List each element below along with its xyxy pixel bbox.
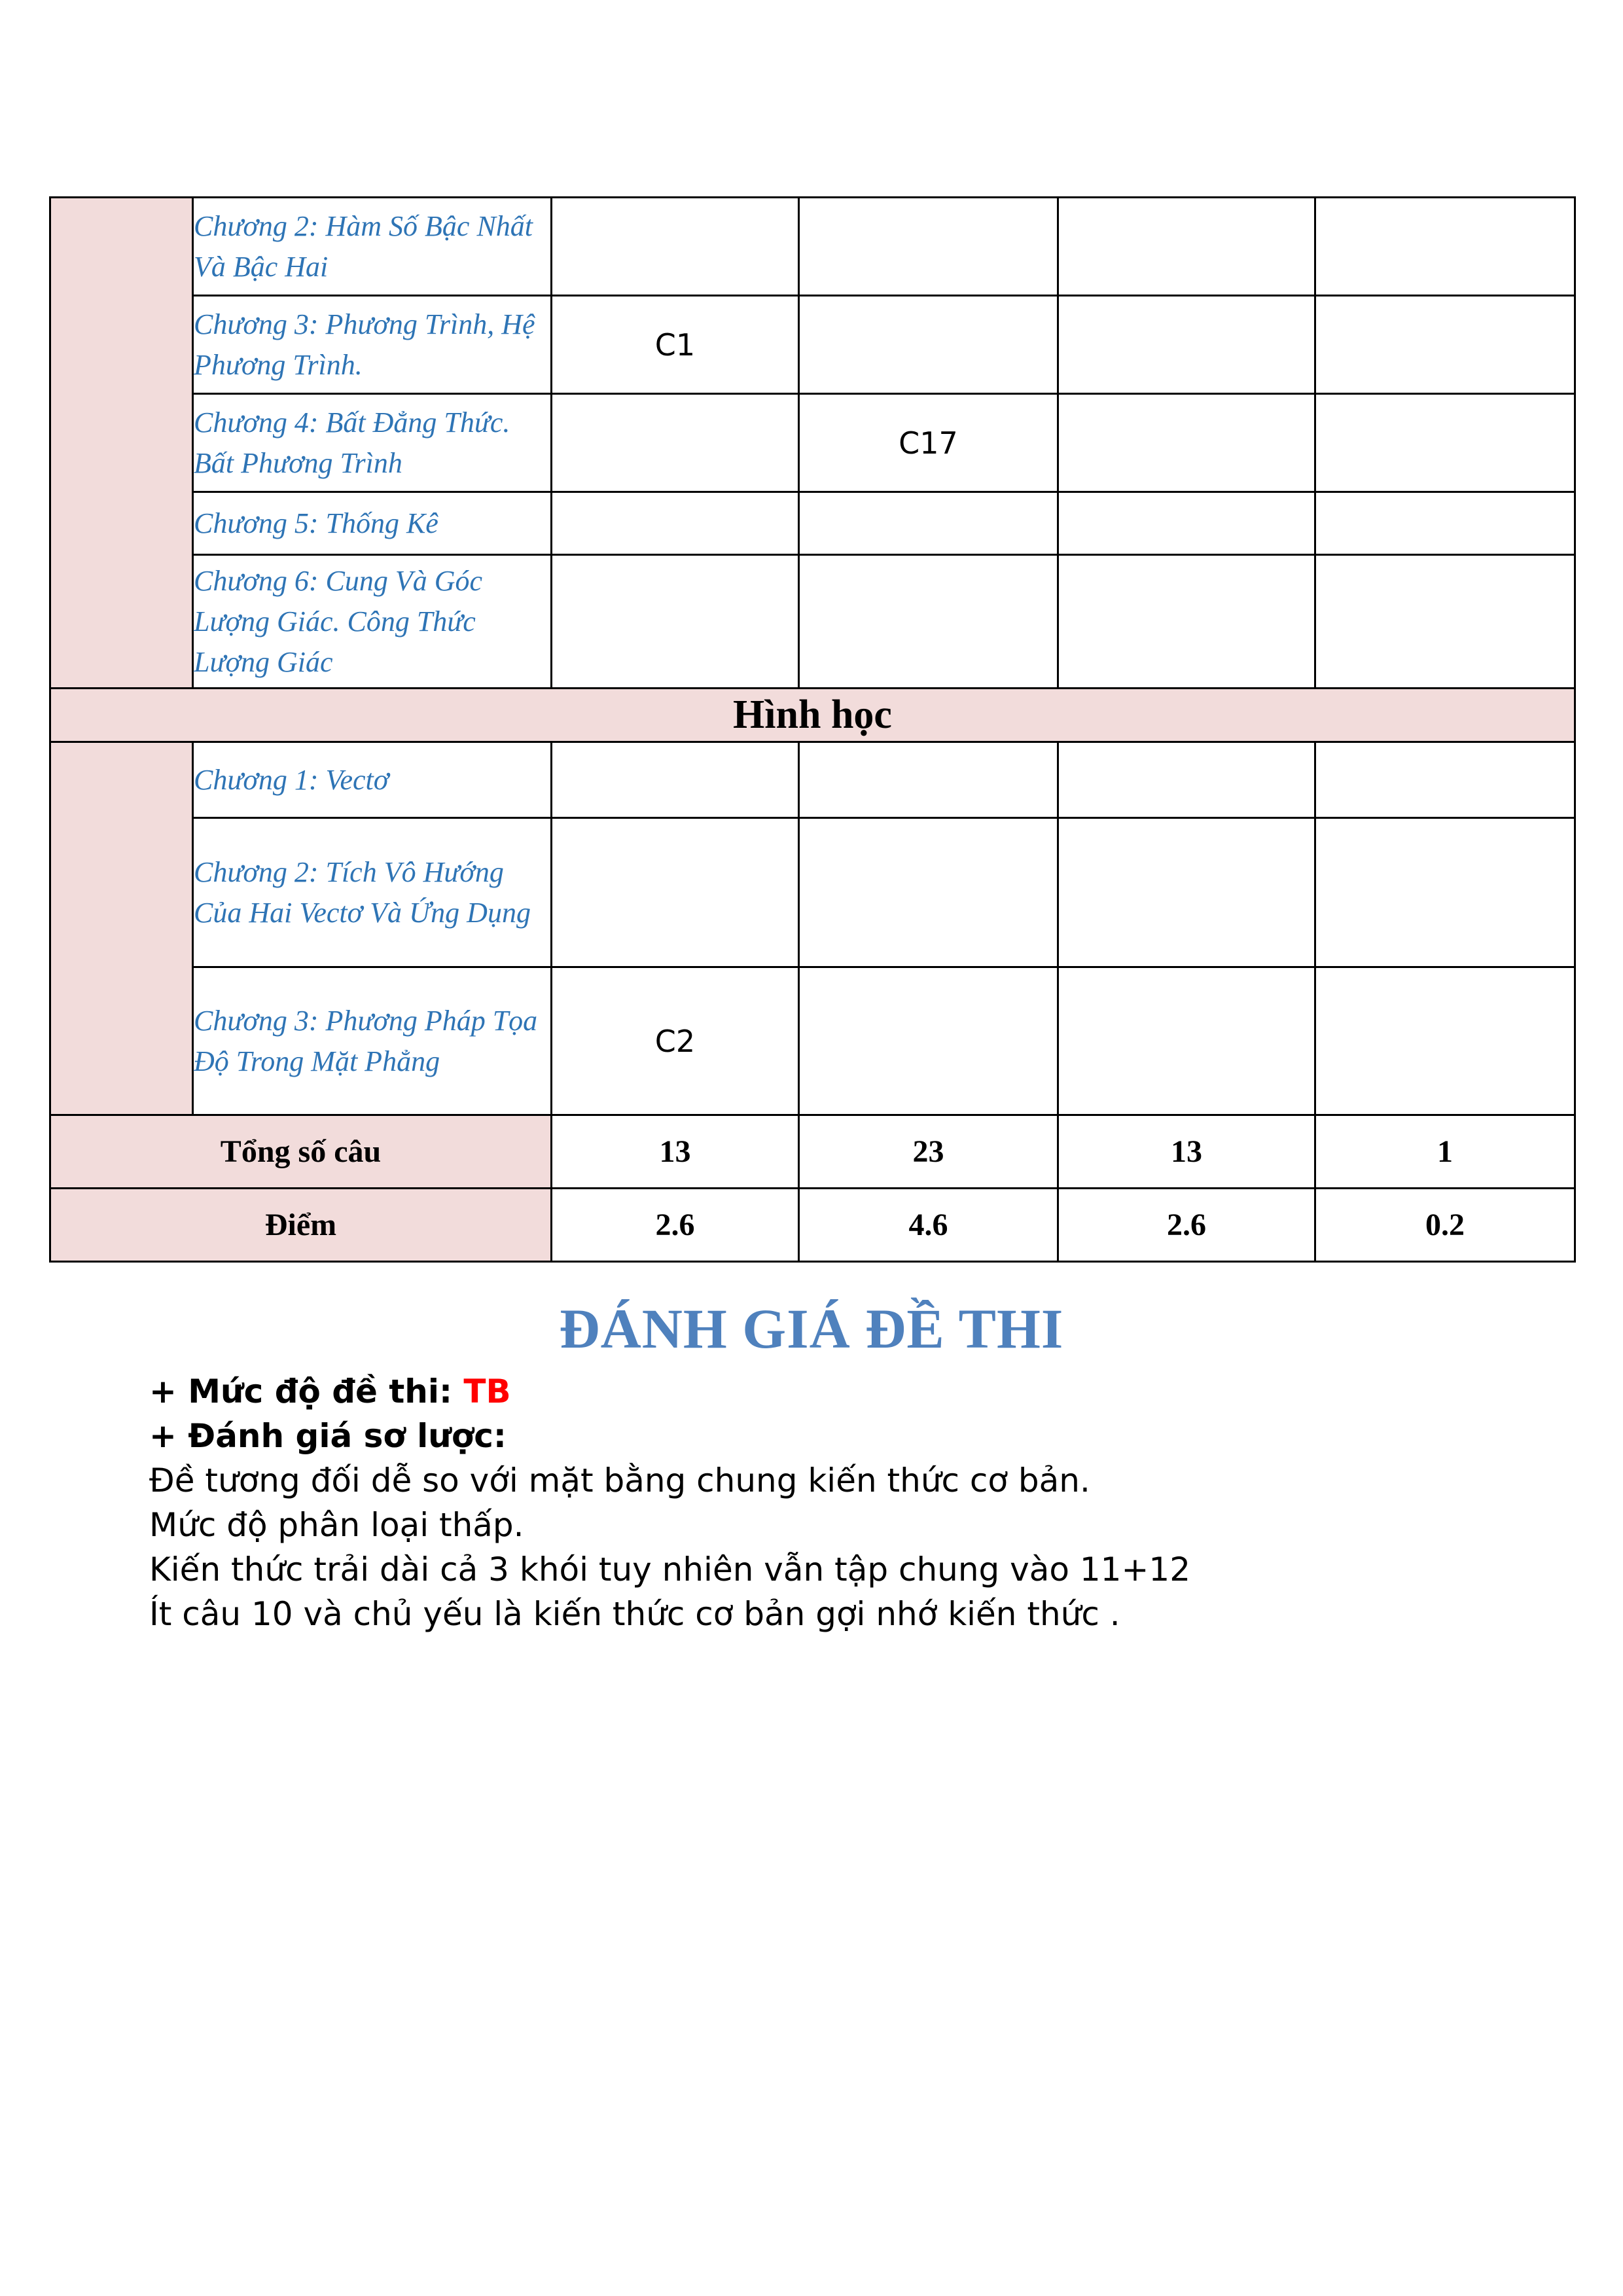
chapter-cell: Chương 2: Tích Vô Hướng Của Hai Vectơ Và Ứng Dụng	[193, 818, 552, 967]
section-title-geometry: Hình học	[50, 689, 1575, 742]
level-4-cell	[1315, 492, 1575, 555]
total-value: 23	[799, 1115, 1058, 1189]
table-row	[50, 555, 1575, 689]
evaluation-title: ĐÁNH GIÁ ĐỀ THI	[559, 1297, 1064, 1360]
summary-line: Mức độ phân loại thấp.	[149, 1506, 524, 1544]
level-3-cell	[1058, 967, 1315, 1115]
score-row	[50, 1189, 1575, 1262]
level-3-cell	[1058, 818, 1315, 967]
level-2-cell	[799, 967, 1058, 1115]
level-2-cell	[799, 555, 1058, 689]
exam-level-value: TB	[463, 1372, 511, 1410]
chapter-cell: Chương 3: Phương Pháp Tọa Độ Trong Mặt Phẳng	[193, 967, 552, 1115]
chapter-cell: Chương 6: Cung Và Góc Lượng Giác. Công Thức Lượng Giác	[193, 555, 552, 689]
level-2-cell	[799, 296, 1058, 394]
score-label: Điểm	[50, 1189, 552, 1262]
exam-level-line	[149, 1369, 1524, 1414]
score-value: 0.2	[1315, 1189, 1575, 1262]
summary-line: Ít câu 10 và chủ yếu là kiến thức cơ bản gợi nhớ kiến thức .	[149, 1595, 1120, 1633]
total-row	[50, 1115, 1575, 1189]
chapter-cell: Chương 2: Hàm Số Bậc Nhất Và Bậc Hai	[193, 198, 552, 296]
level-4-cell	[1315, 555, 1575, 689]
summary-label: + Đánh giá sơ lược:	[149, 1417, 507, 1455]
exam-level-label: + Mức độ đề thi:	[149, 1372, 464, 1410]
score-value: 4.6	[799, 1189, 1058, 1262]
summary-line: Đề tương đối dễ so với mặt bằng chung kiến thức cơ bản.	[149, 1462, 1090, 1499]
level-1-cell: C2	[552, 967, 799, 1115]
chapter-cell: Chương 5: Thống Kê	[193, 492, 552, 555]
total-value: 1	[1315, 1115, 1575, 1189]
level-1-cell	[552, 394, 799, 492]
table-row	[50, 394, 1575, 492]
total-value: 13	[1058, 1115, 1315, 1189]
level-1-cell	[552, 742, 799, 818]
level-2-cell: C17	[799, 394, 1058, 492]
level-1-cell	[552, 492, 799, 555]
level-3-cell	[1058, 555, 1315, 689]
level-4-cell	[1315, 394, 1575, 492]
level-1-cell	[552, 555, 799, 689]
evaluation-body	[149, 1369, 1524, 1636]
group-label-cell	[50, 742, 193, 1115]
table-row	[50, 296, 1575, 394]
level-4-cell	[1315, 742, 1575, 818]
chapter-cell: Chương 1: Vectơ	[193, 742, 552, 818]
level-2-cell	[799, 492, 1058, 555]
level-1-cell	[552, 818, 799, 967]
chapter-cell: Chương 4: Bất Đẳng Thức. Bất Phương Trình	[193, 394, 552, 492]
table-row	[50, 492, 1575, 555]
table-row	[50, 198, 1575, 296]
level-2-cell	[799, 742, 1058, 818]
group-label-cell	[50, 198, 193, 689]
level-2-cell	[799, 198, 1058, 296]
score-value: 2.6	[552, 1189, 799, 1262]
level-4-cell	[1315, 818, 1575, 967]
chapter-cell: Chương 3: Phương Trình, Hệ Phương Trình.	[193, 296, 552, 394]
level-3-cell	[1058, 296, 1315, 394]
total-value: 13	[552, 1115, 799, 1189]
level-3-cell	[1058, 394, 1315, 492]
table-row	[50, 742, 1575, 818]
level-4-cell	[1315, 198, 1575, 296]
level-3-cell	[1058, 492, 1315, 555]
table-row	[50, 818, 1575, 967]
level-4-cell	[1315, 967, 1575, 1115]
level-1-cell	[552, 198, 799, 296]
level-2-cell	[799, 818, 1058, 967]
level-4-cell	[1315, 296, 1575, 394]
section-header-row	[50, 689, 1575, 742]
exam-matrix-table	[49, 196, 1576, 1263]
level-3-cell	[1058, 742, 1315, 818]
summary-line: Kiến thức trải dài cả 3 khói tuy nhiên vẫn tập chung vào 11+12	[149, 1551, 1191, 1588]
level-3-cell	[1058, 198, 1315, 296]
total-label: Tổng số câu	[50, 1115, 552, 1189]
level-1-cell: C1	[552, 296, 799, 394]
table-row	[50, 967, 1575, 1115]
score-value: 2.6	[1058, 1189, 1315, 1262]
